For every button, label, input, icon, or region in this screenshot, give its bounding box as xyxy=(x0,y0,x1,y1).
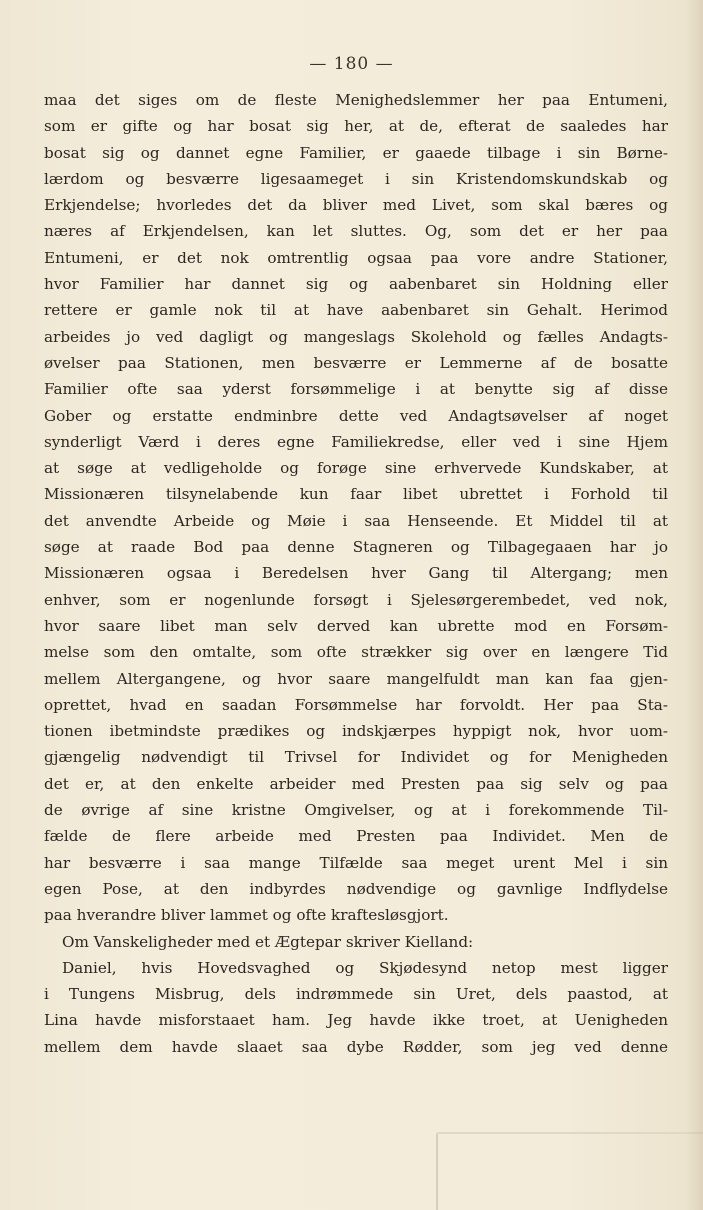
text-line: at søge at vedligeholde og forøge sine erhvervede Kundskaber, at xyxy=(44,459,668,478)
text-line: søge at raade Bod paa denne Stagneren og Tilbagegaaen har jo xyxy=(44,538,668,557)
text-line: næres af Erkjendelsen, kan let sluttes. Og, som det er her paa xyxy=(44,222,668,241)
paper-plate-mark xyxy=(436,1132,703,1210)
text-line: oprettet, hvad en saadan Forsømmelse har forvoldt. Her paa Sta- xyxy=(44,695,668,714)
text-line: øvelser paa Stationen, men besværre er Lemmerne af de bosatte xyxy=(44,353,668,372)
page-number: — 180 — xyxy=(309,54,394,74)
text-line: Missionæren ogsaa i Beredelsen hver Gang til Altergang; men xyxy=(44,564,668,583)
body-text xyxy=(44,87,668,1060)
text-line: bosat sig og dannet egne Familier, er gaaede tilbage i sin Børne- xyxy=(44,143,668,162)
text-line: fælde de flere arbeide med Presten paa Individet. Men de xyxy=(44,827,668,846)
text-line: de øvrige af sine kristne Omgivelser, og at i forekommende Til- xyxy=(44,801,668,820)
text-line: Missionæren tilsynelabende kun faar libet ubrettet i Forhold til xyxy=(44,485,668,504)
text-line: Erkjendelse; hvorledes det da bliver med Livet, som skal bæres og xyxy=(44,196,668,215)
text-line: i Tungens Misbrug, dels indrømmede sin Uret, dels paastod, at xyxy=(44,985,668,1004)
text-line: maa det siges om de fleste Menighedslemmer her paa Entumeni, xyxy=(44,91,668,109)
text-line: hvor Familier har dannet sig og aabenbaret sin Holdning eller xyxy=(44,275,668,294)
text-line: synderligt Værd i deres egne Familiekredse, eller ved i sine Hjem xyxy=(44,432,668,451)
text-line: arbeides jo ved dagligt og mangeslags Skolehold og fælles Andagts- xyxy=(44,327,668,346)
text-line: som er gifte og har bosat sig her, at de, efterat de saaledes har xyxy=(44,117,668,136)
text-line: Entumeni, er det nok omtrentlig ogsaa paa vore andre Stationer, xyxy=(44,248,668,267)
text-line: tionen ibetmindste prædikes og indskjærpes hyppigt nok, hvor uom- xyxy=(44,722,668,741)
text-line: det er, at den enkelte arbeider med Presten paa sig selv og paa xyxy=(44,774,668,793)
text-line: lærdom og besværre ligesaameget i sin Kristendomskundskab og xyxy=(44,169,668,188)
text-line: enhver, som er nogenlunde forsøgt i Sjelesørgerembedet, ved nok, xyxy=(44,590,668,609)
paragraph-heading-line: Om Vanskeligheder med et Ægtepar skriver Kielland: xyxy=(62,932,474,951)
text-line: gjængelig nødvendigt til Trivsel for Individet og for Menigheden xyxy=(44,748,668,767)
text-line: Gober og erstatte endminbre dette ved Andagtsøvelser af noget xyxy=(44,406,668,425)
page-edge-shadow xyxy=(685,0,703,1210)
text-line: rettere er gamle nok til at have aabenbaret sin Gehalt. Herimod xyxy=(44,301,668,320)
text-line: Lina havde misforstaaet ham. Jeg havde ikke troet, at Uenigheden xyxy=(44,1011,668,1030)
text-line: mellem dem havde slaaet saa dybe Rødder, som jeg ved denne xyxy=(44,1037,668,1056)
text-line: hvor saare libet man selv derved kan ubrette mod en Forsøm- xyxy=(44,616,668,635)
text-line: mellem Altergangene, og hvor saare mangelfuldt man kan faa gjen- xyxy=(44,669,668,688)
text-line: melse som den omtalte, som ofte strækker sig over en længere Tid xyxy=(44,643,668,662)
text-line: Familier ofte saa yderst forsømmelige i at benytte sig af disse xyxy=(44,380,668,399)
text-line: har besværre i saa mange Tilfælde saa meget urent Mel i sin xyxy=(44,853,668,872)
text-line: Daniel, hvis Hovedsvaghed og Skjødesynd netop mest ligger xyxy=(62,958,668,977)
text-line: egen Pose, at den indbyrdes nødvendige og gavnlige Indflydelse xyxy=(44,879,668,898)
text-line: det anvendte Arbeide og Møie i saa Henseende. Et Middel til at xyxy=(44,511,668,530)
text-line: paa hverandre bliver lammet og ofte kraftesløsgjort. xyxy=(44,906,449,925)
